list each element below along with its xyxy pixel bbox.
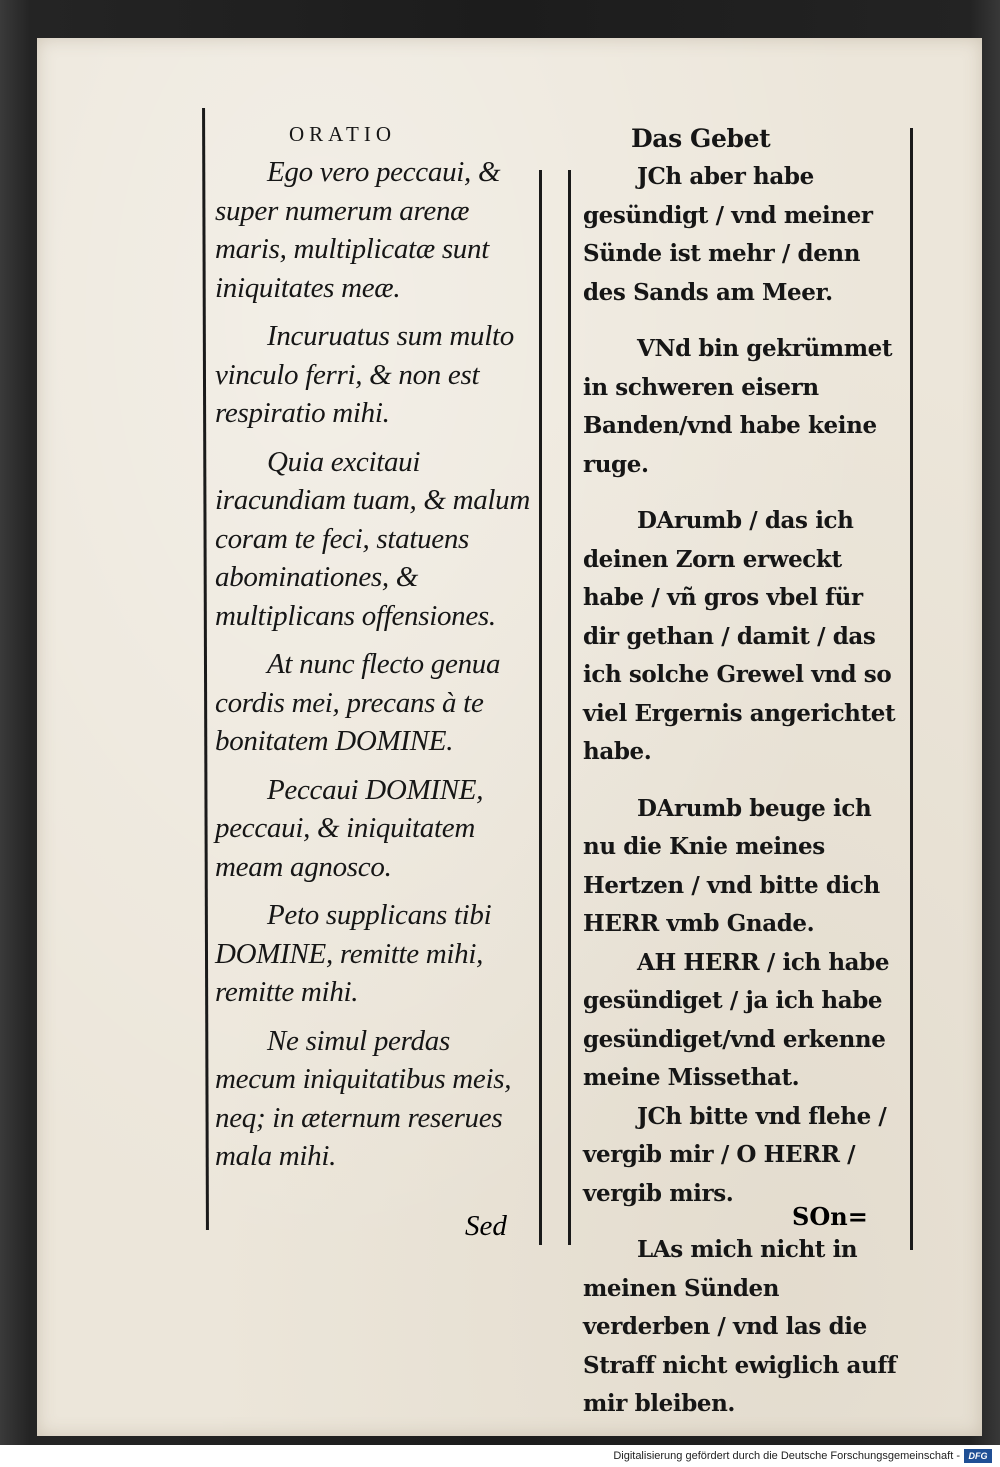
latin-paragraph: Quia excitaui iracundiam tuam, & malum coram te feci, statuens abominationes, & multiplicans offensiones. bbox=[215, 445, 531, 632]
latin-running-head: ORATIO bbox=[289, 122, 396, 146]
latin-paragraph: Ne simul perdas mecum iniquitatibus meis, neq; in æternum reserues mala mihi. bbox=[215, 1024, 512, 1172]
rule-left-inner bbox=[539, 170, 542, 1245]
german-paragraph: VNd bin gekrümmet in schweren eisern Banden/vnd habe keine ruge. bbox=[583, 335, 893, 478]
german-paragraph: DArumb beuge ich nu die Knie meines Hertzen / vnd bitte dich HERR vmb Gnade. bbox=[583, 794, 880, 937]
german-paragraph: LAs mich nicht in meinen Sünden verderben / vnd las die Straff nicht ewiglich auff mir bleiben. bbox=[583, 1236, 897, 1417]
german-paragraph: DArumb / das ich deinen Zorn erweckt habe / vñ gros vbel für dir gethan / damit / das ich solche Grewel vnd so viel Ergernis angerichtet habe. bbox=[583, 507, 896, 765]
latin-paragraph: Peto supplicans tibi DOMINE, remitte mihi, remitte mihi. bbox=[215, 899, 492, 1008]
latin-catchword: Sed bbox=[465, 1210, 507, 1242]
latin-paragraph: Peccaui DOMINE, peccaui, & iniquitatem meam agnosco. bbox=[215, 773, 484, 883]
latin-paragraph: Ego vero peccaui, & super numerum arenæ maris, multiplicatæ sunt iniquitates meæ. bbox=[215, 156, 501, 304]
rule-right-outer bbox=[910, 128, 913, 1250]
german-running-head: Das Gebet bbox=[631, 124, 771, 153]
german-paragraph: JCh bitte vnd flehe / vergib mir / O HERR / vergib mirs. bbox=[583, 1102, 887, 1207]
german-paragraph: JCh aber habe gesündigt / vnd meiner Sünde ist mehr / denn des Sands am Meer. bbox=[583, 163, 873, 306]
german-catchword: SOn= bbox=[792, 1202, 868, 1231]
rule-right-inner bbox=[568, 170, 571, 1245]
dfg-logo-icon: DFG bbox=[964, 1449, 992, 1463]
latin-paragraph: Incuruatus sum multo vinculo ferri, & non est respiratio mihi. bbox=[215, 320, 514, 429]
funding-credit: Digitalisierung gefördert durch die Deutsche Forschungsgemeinschaft - bbox=[613, 1450, 960, 1462]
latin-column bbox=[215, 115, 535, 1176]
latin-paragraph: At nunc flecto genua cordis mei, precans à te bonitatem DOMINE. bbox=[215, 648, 501, 757]
german-paragraph: AH HERR / ich habe gesündiget / ja ich habe gesündiget/vnd erkenne meine Missethat. bbox=[583, 948, 890, 1091]
digitization-footer bbox=[0, 1445, 1000, 1467]
